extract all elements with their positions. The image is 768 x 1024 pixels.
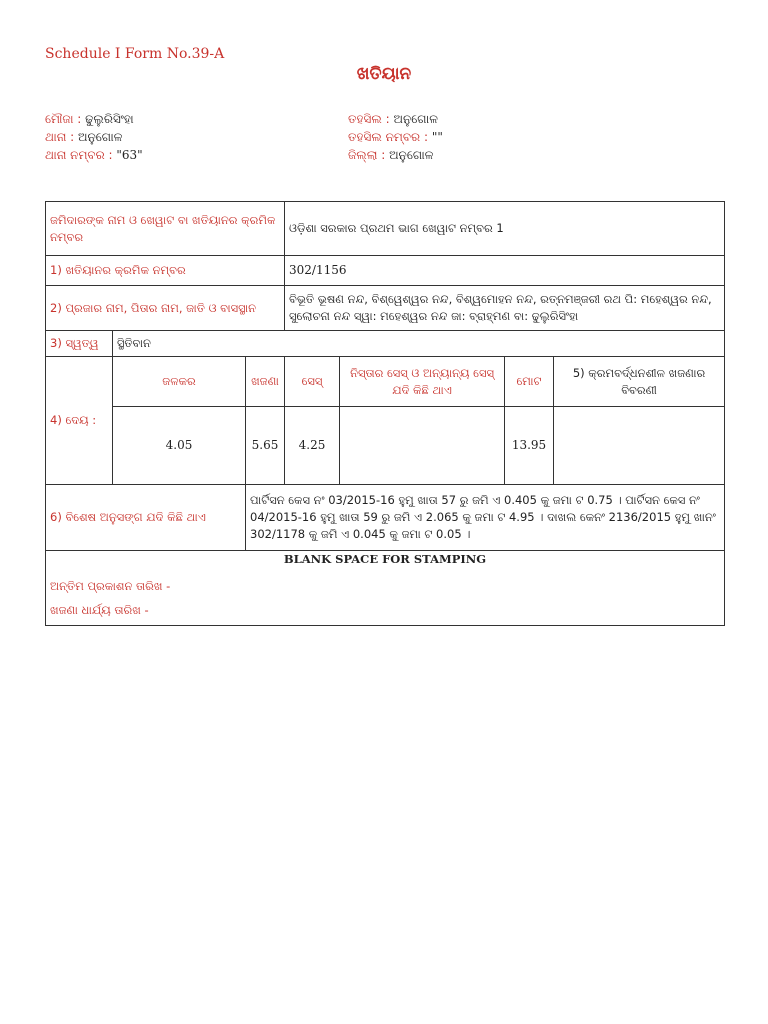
cess-value: 4.25 bbox=[285, 407, 340, 485]
thana-no-label: ଥାନା ନମ୍ବର : bbox=[45, 148, 113, 162]
total-value: 13.95 bbox=[505, 407, 554, 485]
remarks-value: ପାର୍ଟିସନ କେସ ନଂ 03/2015-16 ହୁମୁ ଖାତା 57 ରୁ ଜମି ଏ 0.405 କୁ ଜମା ଟ 0.75 । ପାର୍ଟିସନ କେସ ନଂ 04/2015-16 ହୁମୁ ଖାତା 59 ରୁ ଜମି ଏ 2.065 କୁ ଜମା ଟ 4.95 । ଦାଖଲ କେନଂ 2136/2015 ହୁମୁ ଖାନଂ 302/1178 କୁ ଜମି ଏ 0.045 କୁ ଜମା ଟ 0.05 । bbox=[246, 485, 725, 551]
final-publication-date: ଅନ୍ତିମ ପ୍ରକାଶନ ତାରିଖ - bbox=[50, 579, 171, 593]
tahasil-label: ତହସିଲ : bbox=[348, 112, 390, 126]
cess-header: ସେସ୍ bbox=[285, 357, 340, 407]
district-label: ଜିଲ୍ଲା : bbox=[348, 148, 386, 162]
mouza-value: ଢୁଲୁରିସିଂହା bbox=[85, 112, 134, 126]
tahasil-no-line bbox=[348, 128, 443, 146]
progressive-rent-header: 5) କ୍ରମବର୍ଦ୍ଧନଶୀଳ ଖଜଣାର ବିବରଣୀ bbox=[554, 357, 725, 407]
tahasil-line bbox=[348, 110, 443, 128]
status-row bbox=[46, 331, 725, 357]
thana-label: ଥାନା : bbox=[45, 130, 75, 144]
tenant-value: ବିଭୂତି ଭୂଷଣ ନନ୍ଦ, ବିଶ୍ୱେଶ୍ୱର ନନ୍ଦ, ବିଶ୍ୱମୋହନ ନନ୍ଦ, ରତ୍ନମଞ୍ଜରୀ ରଥ ପି: ମହେଶ୍ୱର ନନ୍ଦ, ସୁଲୋଚନା ନନ୍ଦ ସ୍ୱା: ମହେଶ୍ୱର ନନ୍ଦ ଜା: ବ୍ରାହ୍ମଣ ବା: ଢୁଲୁରିସିଂହା bbox=[285, 286, 725, 331]
thana-no-value: "63" bbox=[116, 148, 143, 162]
tenant-label: 2) ପ୍ରଜାର ନାମ, ପିତାର ନାମ, ଜାତି ଓ ବାସସ୍ଥାନ bbox=[46, 286, 285, 331]
thana-no-line bbox=[45, 146, 143, 164]
jalkar-value: 4.05 bbox=[113, 407, 246, 485]
dues-label: 4) ଦେୟ : bbox=[46, 357, 113, 485]
total-header: ମୋଟ bbox=[505, 357, 554, 407]
progressive-rent-value bbox=[554, 407, 725, 485]
khatiyan-no-row bbox=[46, 256, 725, 286]
document-title: ଖତିୟାନ bbox=[356, 64, 412, 84]
tenant-row bbox=[46, 286, 725, 331]
remarks-row bbox=[46, 485, 725, 551]
tahasil-value: ଅନୁଗୋଳ bbox=[393, 112, 438, 126]
dues-header-row bbox=[46, 357, 725, 407]
tahasil-no-value: "" bbox=[431, 130, 443, 144]
rent-fixation-date: ଖଜଣା ଧାର୍ଯ୍ୟ ତାରିଖ - bbox=[50, 603, 149, 617]
mouza-label: ମୌଜା : bbox=[45, 112, 82, 126]
khajana-value: 5.65 bbox=[246, 407, 285, 485]
header-left bbox=[45, 110, 143, 164]
form-number: Schedule I Form No.39-A bbox=[45, 46, 225, 62]
khatiyan-no-value: 302/1156 bbox=[285, 256, 725, 286]
status-value: ସ୍ଥିତିବାନ bbox=[113, 331, 725, 357]
landlord-label: ଜମିଦାରଙ୍କ ନାମ ଓ ଖେୱାଟ ବା ଖତିୟାନର କ୍ରମିକ ନମ୍ବର bbox=[46, 202, 285, 256]
mouza-line bbox=[45, 110, 143, 128]
khajana-header: ଖଜଣା bbox=[246, 357, 285, 407]
stamp-title: BLANK SPACE FOR STAMPING bbox=[283, 552, 487, 566]
header-right bbox=[348, 110, 443, 164]
remarks-label: 6) ବିଶେଷ ଅନୁସଙ୍ଗ ଯଦି କିଛି ଥାଏ bbox=[46, 485, 246, 551]
landlord-value: ଓଡ଼ିଶା ସରକାର ପ୍ରଥମ ଭାଗ ଖେୱାଟ ନମ୍ବର 1 bbox=[285, 202, 725, 256]
stamp-row bbox=[46, 551, 725, 626]
thana-value: ଅନୁଗୋଳ bbox=[78, 130, 123, 144]
stamp-area bbox=[46, 551, 725, 626]
nistar-cess-value bbox=[340, 407, 505, 485]
jalkar-header: ଜଳକର bbox=[113, 357, 246, 407]
tahasil-no-label: ତହସିଲ ନମ୍ବର : bbox=[348, 130, 429, 144]
khatiyan-no-label: 1) ଖତିୟାନର କ୍ରମିକ ନମ୍ବର bbox=[46, 256, 285, 286]
district-value: ଅନୁଗୋଳ bbox=[389, 148, 434, 162]
landlord-row bbox=[46, 202, 725, 256]
status-label: 3) ସ୍ୱତ୍ୱ bbox=[46, 331, 113, 357]
dues-values-row bbox=[46, 407, 725, 485]
khatiyan-table bbox=[45, 201, 725, 626]
thana-line bbox=[45, 128, 143, 146]
nistar-cess-header: ନିସ୍ତାର ସେସ୍ ଓ ଅନ୍ୟାନ୍ୟ ସେସ୍ ଯଦି କିଛି ଥାଏ bbox=[340, 357, 505, 407]
district-line bbox=[348, 146, 443, 164]
